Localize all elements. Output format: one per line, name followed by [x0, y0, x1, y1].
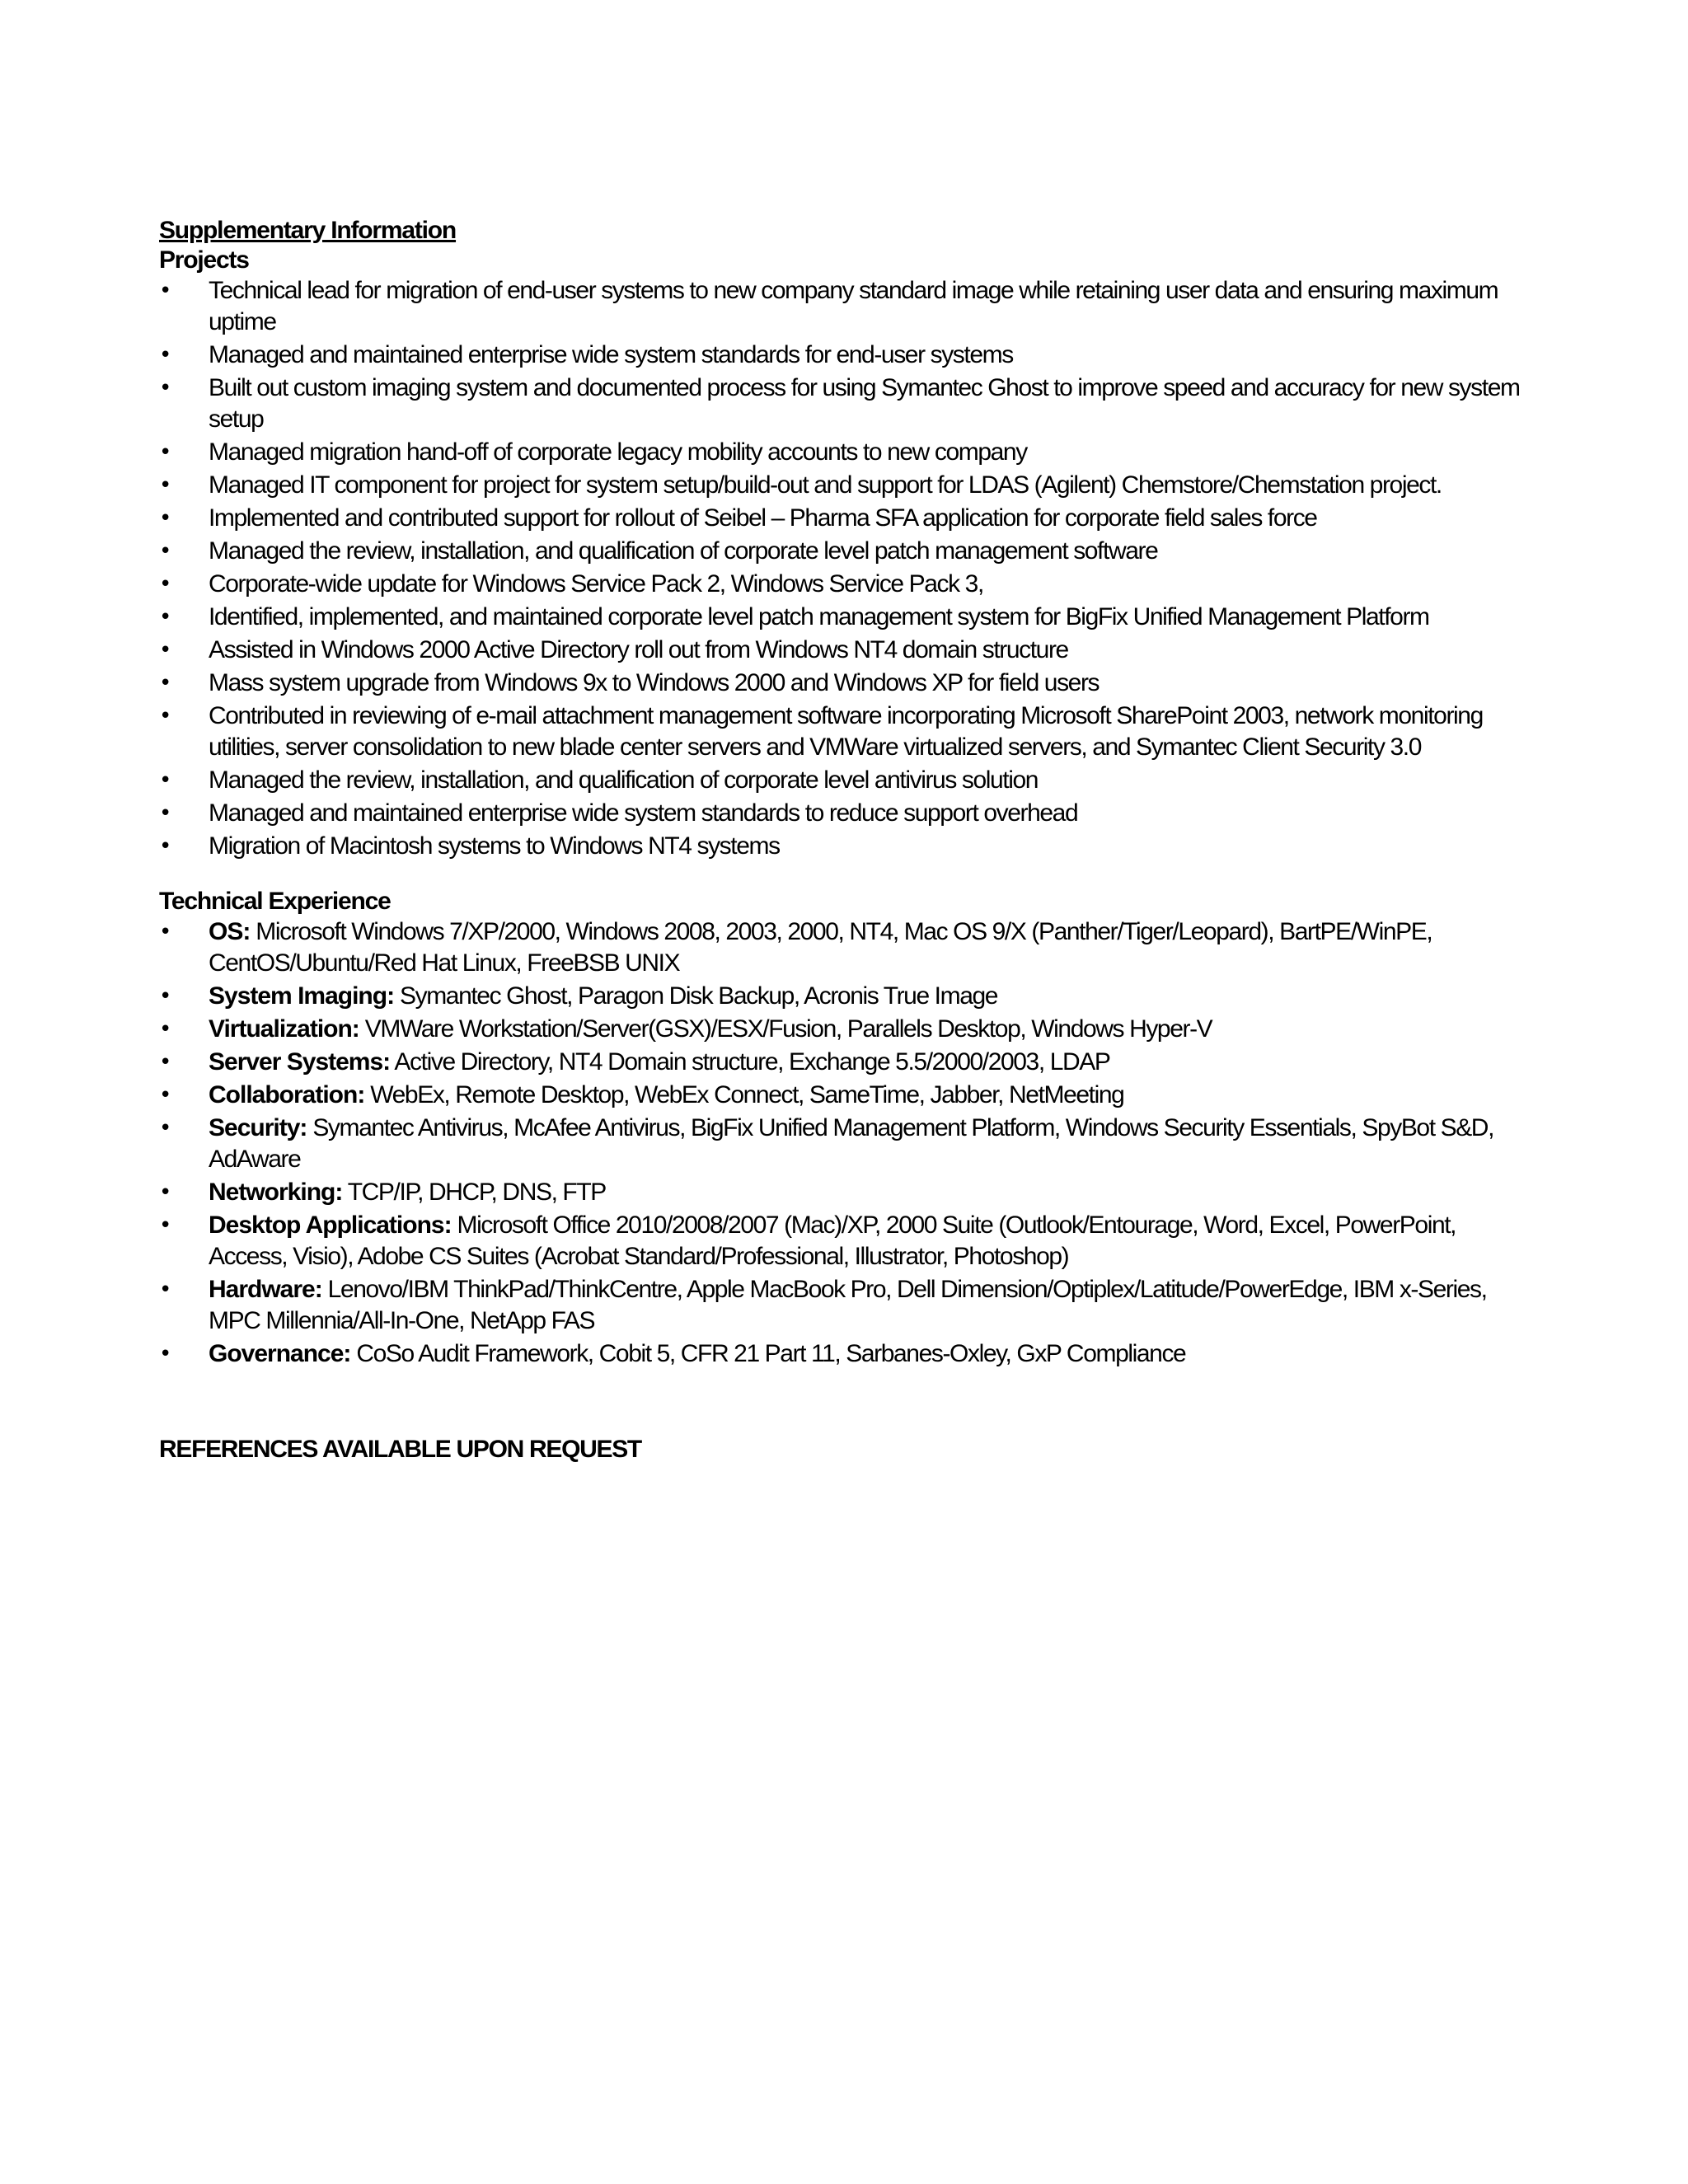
tech-item-virtualization [159, 1014, 1527, 1045]
projects-heading: Projects [159, 246, 249, 274]
tech-text: Active Directory, NT4 Domain structure, Exchange 5.5/2000/2003, LDAP [390, 1048, 1110, 1076]
project-item: • Managed IT component for project for system setup/build-out and support for LDAS (Agilent) Chemstore/Chemstation project. [159, 470, 1527, 501]
tech-item-governance [159, 1338, 1527, 1370]
tech-label: Security: [209, 1114, 307, 1141]
project-item: • Contributed in reviewing of e-mail attachment management software incorporating Microsoft SharePoint 2003, network monitoring utilities, server consolidation to new blade center servers and VMWare virtualized servers, and Symantec Client Security 3.0 [159, 701, 1527, 763]
project-item: • Corporate-wide update for Windows Service Pack 2, Windows Service Pack 3, [159, 569, 1527, 600]
tech-label: Networking: [209, 1179, 343, 1206]
tech-label: Governance: [209, 1340, 351, 1367]
tech-label: Hardware: [209, 1276, 322, 1303]
project-item: • Implemented and contributed support for rollout of Seibel – Pharma SFA application for corporate field sales force [159, 503, 1527, 534]
supplementary-information-heading: Supplementary Information [159, 217, 457, 244]
tech-item-collaboration [159, 1080, 1527, 1111]
tech-label: Virtualization: [209, 1015, 359, 1043]
project-item: • Identified, implemented, and maintained corporate level patch management system for BigFix Unified Management Platform [159, 602, 1527, 633]
project-item: • Built out custom imaging system and documented process for using Symantec Ghost to improve speed and accuracy for new system setup [159, 373, 1527, 435]
resume-page [159, 216, 1527, 1465]
tech-text: Lenovo/IBM ThinkPad/ThinkCentre, Apple MacBook Pro, Dell Dimension/Optiplex/Latitude/PowerEdge, IBM x-Series, MPC Millennia/All-In-One, NetApp FAS [209, 1276, 1487, 1334]
tech-text: CoSo Audit Framework, Cobit 5, CFR 21 Part 11, Sarbanes-Oxley, GxP Compliance [350, 1340, 1186, 1367]
project-item: • Managed the review, installation, and qualification of corporate level patch management software [159, 536, 1527, 567]
tech-text: WebEx, Remote Desktop, WebEx Connect, SameTime, Jabber, NetMeeting [364, 1081, 1124, 1108]
tech-label: OS: [209, 918, 251, 945]
tech-label: Desktop Applications: [209, 1212, 452, 1239]
tech-label: Server Systems: [209, 1048, 391, 1076]
tech-item-desktop-applications [159, 1210, 1527, 1272]
tech-item-os [159, 916, 1527, 979]
project-item: • Managed and maintained enterprise wide system standards to reduce support overhead [159, 798, 1527, 829]
technical-experience-heading: Technical Experience [159, 888, 391, 915]
tech-text: VMWare Workstation/Server(GSX)/ESX/Fusion, Parallels Desktop, Windows Hyper-V [359, 1015, 1212, 1043]
project-item: • Technical lead for migration of end-user systems to new company standard image while retaining user data and ensuring maximum uptime [159, 275, 1527, 338]
project-item: • Mass system upgrade from Windows 9x to Windows 2000 and Windows XP for field users [159, 668, 1527, 699]
tech-label: Collaboration: [209, 1081, 365, 1108]
tech-item-hardware [159, 1274, 1527, 1337]
references-note: REFERENCES AVAILABLE UPON REQUEST [159, 1436, 641, 1463]
project-item: • Managed migration hand-off of corporate legacy mobility accounts to new company [159, 437, 1527, 468]
project-item: • Migration of Macintosh systems to Windows NT4 systems [159, 831, 1527, 862]
technical-experience-list [159, 916, 1527, 1370]
tech-label: System Imaging: [209, 982, 395, 1010]
tech-text: Microsoft Office 2010/2008/2007 (Mac)/XP, 2000 Suite (Outlook/Entourage, Word, Excel, PowerPoint, Access, Visio), Adobe CS Suites (Acrobat Standard/Professional, Illustrator, Photoshop) [209, 1212, 1456, 1270]
tech-text: Microsoft Windows 7/XP/2000, Windows 2008, 2003, 2000, NT4, Mac OS 9/X (Panther/Tiger/Leopard), BartPE/WinPE, CentOS/Ubuntu/Red Hat Linux, FreeBSB UNIX [209, 918, 1432, 977]
projects-list [159, 275, 1527, 862]
project-item: • Assisted in Windows 2000 Active Directory roll out from Windows NT4 domain structure [159, 635, 1527, 666]
tech-text: TCP/IP, DHCP, DNS, FTP [342, 1179, 606, 1206]
tech-item-server-systems [159, 1047, 1527, 1078]
tech-item-system-imaging [159, 981, 1527, 1012]
tech-item-security [159, 1113, 1527, 1175]
project-item: • Managed and maintained enterprise wide system standards for end-user systems [159, 340, 1527, 371]
tech-text: Symantec Ghost, Paragon Disk Backup, Acronis True Image [394, 982, 998, 1010]
tech-text: Symantec Antivirus, McAfee Antivirus, BigFix Unified Management Platform, Windows Security Essentials, SpyBot S&D, AdAware [209, 1114, 1494, 1173]
project-item: • Managed the review, installation, and qualification of corporate level antivirus solution [159, 765, 1527, 796]
tech-item-networking [159, 1177, 1527, 1208]
